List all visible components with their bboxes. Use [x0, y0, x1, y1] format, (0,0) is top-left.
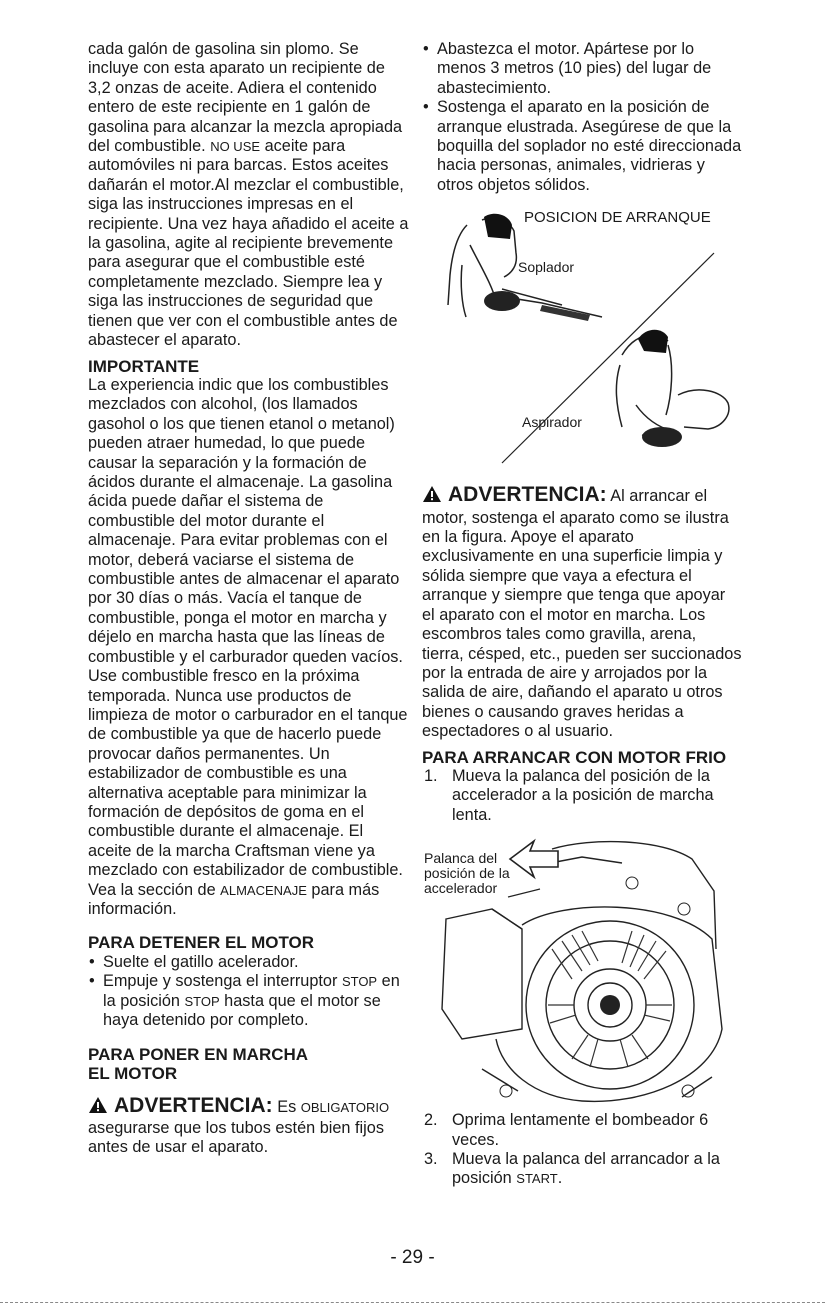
no-use-text: NO USE	[210, 139, 261, 155]
list-item	[422, 40, 742, 98]
advertencia-text: Al arrancar el motor, sostenga el aparato como se ilustra en la figura. Apoye el aparato exclusivamente en una superficie limpia y sólida siempre que vaya a efectura el arranque y siempre que tenga que apoyar el aparato con el motor en marcha. Los escombros tales como gravilla, arena, tierra, césped, etc., pueden ser succionados por la entrada de aire y arrojados por la salida de aire, dañando el aparato u otros bienes o causando graves heridas a espectadores o al usuario.	[422, 487, 742, 741]
arrancar-steps	[422, 767, 742, 825]
footer-rule	[0, 1302, 825, 1303]
importante-text: La experiencia indic que los combustibles mezclados con alcohol, (los llamados gasohol o los que tienen etanol o metanol) pueden atraer humedad, lo que puede causar la separación y la formación de ácidos durante el almacenaje. La gasolina ácida puede dañar el sistema de combustible del motor durante el almacenaje. Para evitar problemas con el motor, deberá vaciarse el sistema de combustible antes de almacenar el aparato por 30 días o más. Vacía el tanque de combustible, ponga el motor en marcha y déjelo en marcha hasta que las líneas de combustible y el carburador queden vacíos. Use combustible fresco en la próxima temporada. Nunca use productos de limpieza de motor o carburador en el tanque de combustible ya que de hacerlo puede provocar daños permanentes. Un estabilizador de combustible es una alternativa aceptable para minimizar la formación de depósitos de goma en el combustible durante el almacenaje. El aceite de la marcha Craftsman viene ya mezclado con estabilizador de combustible. Vea la sección de	[88, 376, 408, 899]
starting-position-figure	[422, 205, 742, 473]
warning-icon	[422, 485, 442, 508]
step-text: Mueva la palanca del posición de la accelerador a la posición de marcha lenta.	[452, 767, 714, 824]
step-text: Oprima lentamente el bombeador 6 veces.	[452, 1111, 709, 1149]
advertencia-text: Es	[277, 1097, 297, 1116]
poner-marcha-heading-line1: PARA PONER EN MARCHA	[88, 1044, 309, 1064]
list-item	[422, 767, 742, 825]
step-text: Mueva la palanca del arrancador a la posición	[452, 1150, 720, 1188]
list-item-text: en la posición	[103, 972, 400, 1010]
poner-marcha-heading	[88, 1045, 410, 1084]
advertencia-arranque	[422, 485, 742, 741]
right-column	[422, 40, 742, 1189]
arrancar-steps-cont	[422, 1111, 742, 1189]
figure-title: POSICION DE ARRANQUE	[524, 209, 711, 227]
vacuum-label: Aspirador	[522, 414, 582, 431]
step-number: 3.	[424, 1150, 438, 1169]
warning-icon	[88, 1096, 108, 1119]
arrancar-frio-heading: PARA ARRANCAR CON MOTOR FRIO	[422, 747, 727, 767]
blower-label: Soplador	[518, 259, 575, 276]
step-text-end: .	[557, 1169, 563, 1188]
fuel-mix-text-end: aceite para automóviles ni para barcas. Estos aceites dañarán el motor.Al mezclar el combustible, siga las instrucciones impresas en el recipiente. Una vez haya añadido el aceite a la gasolina, agite al recipiente brevemente para asegurar que el combustible esté completamente mezclado. Siempre lea y siga las instrucciones de seguridad que tienen que ver con el combustible antes de abastecer el aparato.	[88, 137, 409, 350]
step-number: 2.	[424, 1111, 438, 1130]
importante-paragraph	[88, 376, 410, 919]
importante-text-end: para más información.	[88, 880, 380, 918]
poner-marcha-heading-line2: EL MOTOR	[88, 1064, 178, 1083]
list-item-text: Suelte el gatillo acelerador.	[103, 952, 299, 971]
detener-heading: PARA DETENER EL MOTOR	[88, 933, 315, 953]
detener-list	[88, 953, 410, 1031]
list-item-text: hasta que el motor se haya detenido por completo.	[103, 991, 381, 1030]
throttle-lever-label: Palanca del posición de la accelerador	[424, 850, 510, 897]
advertencia-title: ADVERTENCIA:	[114, 1093, 273, 1117]
list-item-text: Empuje y sostenga el interruptor	[103, 972, 338, 991]
page-number: - 29 -	[390, 1247, 435, 1268]
stop-text: STOP	[184, 993, 220, 1009]
throttle-figure	[422, 829, 742, 1111]
list-item-text: Abastezca el motor. Apártese por lo menos 3 metros (10 pies) del lugar de abastecimiento.	[437, 40, 712, 97]
advertencia-title: ADVERTENCIA:	[448, 483, 607, 507]
importante-heading: IMPORTANTE	[88, 356, 200, 376]
list-item-text: Sostenga el aparato en la posición de arranque elustrada. Asegúrese de que la boquilla del soplador no esté direccionada hacia personas, animales, vidrieras y otros objetos sólidos.	[437, 98, 742, 194]
list-item	[422, 98, 742, 195]
list-item	[422, 1150, 742, 1189]
fuel-mix-text: cada galón de gasolina sin plomo. Se incluye con esta aparato un recipiente de 3,2 onzas de aceite. Adiera el contenido entero de este recipiente en 1 galón de gasolina para alcanzar la mezcla apropiada del combustible.	[88, 40, 403, 156]
starting-position-illustration	[422, 205, 742, 473]
start-text: START	[516, 1171, 558, 1187]
left-column	[88, 40, 410, 1158]
almacenaje-ref: ALMACENAJE	[220, 882, 307, 898]
step-number: 1.	[424, 767, 438, 786]
list-item	[88, 953, 410, 972]
list-item	[88, 972, 410, 1030]
advertencia-text-end: asegurarse que los tubos estén bien fijos antes de usar el aparato.	[88, 1118, 384, 1157]
abastecer-list	[422, 40, 742, 195]
stop-text: STOP	[341, 974, 378, 990]
advertencia-tubos	[88, 1093, 410, 1158]
list-item	[422, 1111, 742, 1150]
obligatorio-text: OBLIGATORIO	[300, 1099, 390, 1115]
fuel-mix-paragraph	[88, 40, 410, 351]
